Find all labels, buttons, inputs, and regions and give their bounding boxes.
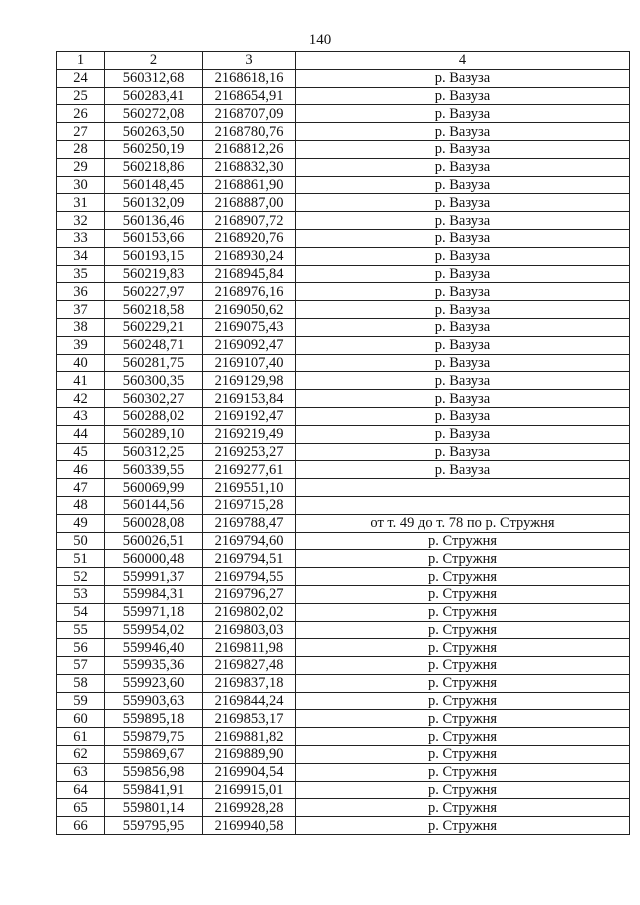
x-coordinate-cell: 560069,99 [105,479,203,497]
x-coordinate-cell: 560250,19 [105,140,203,158]
point-number-cell: 39 [57,336,105,354]
y-coordinate-cell: 2169788,47 [203,514,296,532]
description-cell: р. Стружня [296,781,630,799]
table-row [57,354,630,372]
point-number-cell: 51 [57,550,105,568]
description-cell: р. Стружня [296,817,630,835]
description-cell: р. Вазуза [296,229,630,247]
description-cell: р. Вазуза [296,105,630,123]
y-coordinate-cell: 2169277,61 [203,461,296,479]
point-number-cell: 56 [57,639,105,657]
description-cell: р. Вазуза [296,212,630,230]
y-coordinate-cell: 2169192,47 [203,407,296,425]
x-coordinate-cell: 560028,08 [105,514,203,532]
x-coordinate-cell: 559801,14 [105,799,203,817]
point-number-cell: 30 [57,176,105,194]
point-number-cell: 43 [57,407,105,425]
y-coordinate-cell: 2169889,90 [203,746,296,764]
point-number-cell: 24 [57,69,105,87]
x-coordinate-cell: 559971,18 [105,603,203,621]
description-cell: от т. 49 до т. 78 по р. Стружня [296,514,630,532]
table-row [57,817,630,835]
y-coordinate-cell: 2169940,58 [203,817,296,835]
description-cell: р. Вазуза [296,354,630,372]
point-number-cell: 41 [57,372,105,390]
x-coordinate-cell: 560263,50 [105,123,203,141]
point-number-cell: 47 [57,479,105,497]
header-cell-4: 4 [296,52,630,70]
table-row [57,105,630,123]
description-cell [296,479,630,497]
header-cell-1: 1 [57,52,105,70]
description-cell: р. Вазуза [296,194,630,212]
x-coordinate-cell: 560218,86 [105,158,203,176]
x-coordinate-cell: 560193,15 [105,247,203,265]
table-row [57,692,630,710]
table-row [57,283,630,301]
y-coordinate-cell: 2169928,28 [203,799,296,817]
header-cell-2: 2 [105,52,203,70]
description-cell: р. Вазуза [296,443,630,461]
table-row [57,674,630,692]
description-cell: р. Вазуза [296,336,630,354]
x-coordinate-cell: 560227,97 [105,283,203,301]
x-coordinate-cell: 559856,98 [105,763,203,781]
point-number-cell: 29 [57,158,105,176]
description-cell: р. Вазуза [296,140,630,158]
point-number-cell: 34 [57,247,105,265]
point-number-cell: 46 [57,461,105,479]
point-number-cell: 40 [57,354,105,372]
table-row [57,407,630,425]
x-coordinate-cell: 560281,75 [105,354,203,372]
x-coordinate-cell: 560300,35 [105,372,203,390]
y-coordinate-cell: 2168930,24 [203,247,296,265]
coordinates-table [56,51,630,835]
point-number-cell: 33 [57,229,105,247]
table-row [57,710,630,728]
y-coordinate-cell: 2168832,30 [203,158,296,176]
y-coordinate-cell: 2169153,84 [203,390,296,408]
table-body [57,69,630,834]
table-row [57,229,630,247]
y-coordinate-cell: 2168920,76 [203,229,296,247]
point-number-cell: 58 [57,674,105,692]
x-coordinate-cell: 559984,31 [105,585,203,603]
table-row [57,532,630,550]
y-coordinate-cell: 2168618,16 [203,69,296,87]
table-row [57,603,630,621]
point-number-cell: 31 [57,194,105,212]
x-coordinate-cell: 560289,10 [105,425,203,443]
point-number-cell: 32 [57,212,105,230]
y-coordinate-cell: 2169915,01 [203,781,296,799]
y-coordinate-cell: 2168780,76 [203,123,296,141]
y-coordinate-cell: 2169794,51 [203,550,296,568]
x-coordinate-cell: 560312,25 [105,443,203,461]
header-cell-3: 3 [203,52,296,70]
x-coordinate-cell: 559991,37 [105,568,203,586]
table-row [57,158,630,176]
point-number-cell: 37 [57,301,105,319]
description-cell: р. Вазуза [296,123,630,141]
x-coordinate-cell: 560144,56 [105,496,203,514]
x-coordinate-cell: 559895,18 [105,710,203,728]
table-row [57,301,630,319]
x-coordinate-cell: 560302,27 [105,390,203,408]
x-coordinate-cell: 559903,63 [105,692,203,710]
x-coordinate-cell: 560000,48 [105,550,203,568]
x-coordinate-cell: 560132,09 [105,194,203,212]
point-number-cell: 59 [57,692,105,710]
table-row [57,194,630,212]
table-row [57,212,630,230]
point-number-cell: 57 [57,657,105,675]
description-cell: р. Вазуза [296,425,630,443]
point-number-cell: 35 [57,265,105,283]
description-cell: р. Стружня [296,692,630,710]
table-row [57,657,630,675]
point-number-cell: 38 [57,318,105,336]
description-cell: р. Вазуза [296,318,630,336]
table-row [57,140,630,158]
y-coordinate-cell: 2168861,90 [203,176,296,194]
description-cell: р. Стружня [296,657,630,675]
x-coordinate-cell: 559841,91 [105,781,203,799]
y-coordinate-cell: 2169853,17 [203,710,296,728]
table-row [57,425,630,443]
table-row [57,372,630,390]
x-coordinate-cell: 560153,66 [105,229,203,247]
x-coordinate-cell: 560218,58 [105,301,203,319]
y-coordinate-cell: 2169794,60 [203,532,296,550]
description-cell: р. Вазуза [296,372,630,390]
description-cell: р. Стружня [296,621,630,639]
y-coordinate-cell: 2168907,72 [203,212,296,230]
point-number-cell: 60 [57,710,105,728]
x-coordinate-cell: 559869,67 [105,746,203,764]
table-row [57,585,630,603]
table-row [57,496,630,514]
y-coordinate-cell: 2169827,48 [203,657,296,675]
point-number-cell: 54 [57,603,105,621]
x-coordinate-cell: 559946,40 [105,639,203,657]
x-coordinate-cell: 559795,95 [105,817,203,835]
point-number-cell: 48 [57,496,105,514]
description-cell: р. Стружня [296,603,630,621]
page-number: 140 [308,32,332,48]
x-coordinate-cell: 560283,41 [105,87,203,105]
y-coordinate-cell: 2169129,98 [203,372,296,390]
x-coordinate-cell: 560219,83 [105,265,203,283]
point-number-cell: 27 [57,123,105,141]
point-number-cell: 62 [57,746,105,764]
table-row [57,176,630,194]
table-row [57,318,630,336]
x-coordinate-cell: 560272,08 [105,105,203,123]
y-coordinate-cell: 2169107,40 [203,354,296,372]
description-cell: р. Стружня [296,799,630,817]
point-number-cell: 36 [57,283,105,301]
y-coordinate-cell: 2168654,91 [203,87,296,105]
description-cell: р. Вазуза [296,407,630,425]
y-coordinate-cell: 2168945,84 [203,265,296,283]
y-coordinate-cell: 2169881,82 [203,728,296,746]
description-cell: р. Стружня [296,674,630,692]
table-row [57,336,630,354]
y-coordinate-cell: 2169050,62 [203,301,296,319]
description-cell: р. Вазуза [296,301,630,319]
table-row [57,728,630,746]
y-coordinate-cell: 2168707,09 [203,105,296,123]
point-number-cell: 63 [57,763,105,781]
y-coordinate-cell: 2169803,03 [203,621,296,639]
table-row [57,390,630,408]
table-row [57,247,630,265]
description-cell [296,496,630,514]
description-cell: р. Вазуза [296,265,630,283]
y-coordinate-cell: 2169075,43 [203,318,296,336]
description-cell: р. Вазуза [296,461,630,479]
point-number-cell: 45 [57,443,105,461]
point-number-cell: 64 [57,781,105,799]
table-row [57,799,630,817]
table-row [57,514,630,532]
table-row [57,479,630,497]
description-cell: р. Стружня [296,746,630,764]
description-cell: р. Стружня [296,710,630,728]
point-number-cell: 49 [57,514,105,532]
table-row [57,621,630,639]
x-coordinate-cell: 560248,71 [105,336,203,354]
point-number-cell: 53 [57,585,105,603]
point-number-cell: 61 [57,728,105,746]
table-row [57,639,630,657]
point-number-cell: 50 [57,532,105,550]
point-number-cell: 26 [57,105,105,123]
x-coordinate-cell: 560026,51 [105,532,203,550]
x-coordinate-cell: 559935,36 [105,657,203,675]
point-number-cell: 25 [57,87,105,105]
description-cell: р. Вазуза [296,247,630,265]
y-coordinate-cell: 2169796,27 [203,585,296,603]
y-coordinate-cell: 2169092,47 [203,336,296,354]
table-row [57,461,630,479]
y-coordinate-cell: 2169794,55 [203,568,296,586]
point-number-cell: 66 [57,817,105,835]
y-coordinate-cell: 2169551,10 [203,479,296,497]
x-coordinate-cell: 560288,02 [105,407,203,425]
point-number-cell: 42 [57,390,105,408]
y-coordinate-cell: 2169904,54 [203,763,296,781]
x-coordinate-cell: 559954,02 [105,621,203,639]
description-cell: р. Вазуза [296,176,630,194]
x-coordinate-cell: 560339,55 [105,461,203,479]
point-number-cell: 28 [57,140,105,158]
description-cell: р. Стружня [296,532,630,550]
description-cell: р. Вазуза [296,87,630,105]
table-row [57,781,630,799]
y-coordinate-cell: 2169844,24 [203,692,296,710]
description-cell: р. Стружня [296,728,630,746]
x-coordinate-cell: 559923,60 [105,674,203,692]
description-cell: р. Стружня [296,763,630,781]
description-cell: р. Стружня [296,568,630,586]
y-coordinate-cell: 2168887,00 [203,194,296,212]
table-row [57,746,630,764]
y-coordinate-cell: 2169837,18 [203,674,296,692]
table-row [57,763,630,781]
y-coordinate-cell: 2168812,26 [203,140,296,158]
table-row [57,568,630,586]
description-cell: р. Стружня [296,585,630,603]
point-number-cell: 44 [57,425,105,443]
point-number-cell: 55 [57,621,105,639]
x-coordinate-cell: 559879,75 [105,728,203,746]
description-cell: р. Стружня [296,550,630,568]
table-row [57,550,630,568]
table-row [57,87,630,105]
x-coordinate-cell: 560312,68 [105,69,203,87]
description-cell: р. Вазуза [296,158,630,176]
x-coordinate-cell: 560136,46 [105,212,203,230]
table-row [57,69,630,87]
y-coordinate-cell: 2169253,27 [203,443,296,461]
description-cell: р. Стружня [296,639,630,657]
point-number-cell: 52 [57,568,105,586]
y-coordinate-cell: 2169219,49 [203,425,296,443]
y-coordinate-cell: 2169802,02 [203,603,296,621]
table-row [57,123,630,141]
header-row [57,52,630,70]
point-number-cell: 65 [57,799,105,817]
description-cell: р. Вазуза [296,69,630,87]
description-cell: р. Вазуза [296,390,630,408]
y-coordinate-cell: 2169715,28 [203,496,296,514]
y-coordinate-cell: 2169811,98 [203,639,296,657]
x-coordinate-cell: 560148,45 [105,176,203,194]
table-row [57,443,630,461]
x-coordinate-cell: 560229,21 [105,318,203,336]
y-coordinate-cell: 2168976,16 [203,283,296,301]
description-cell: р. Вазуза [296,283,630,301]
table-row [57,265,630,283]
